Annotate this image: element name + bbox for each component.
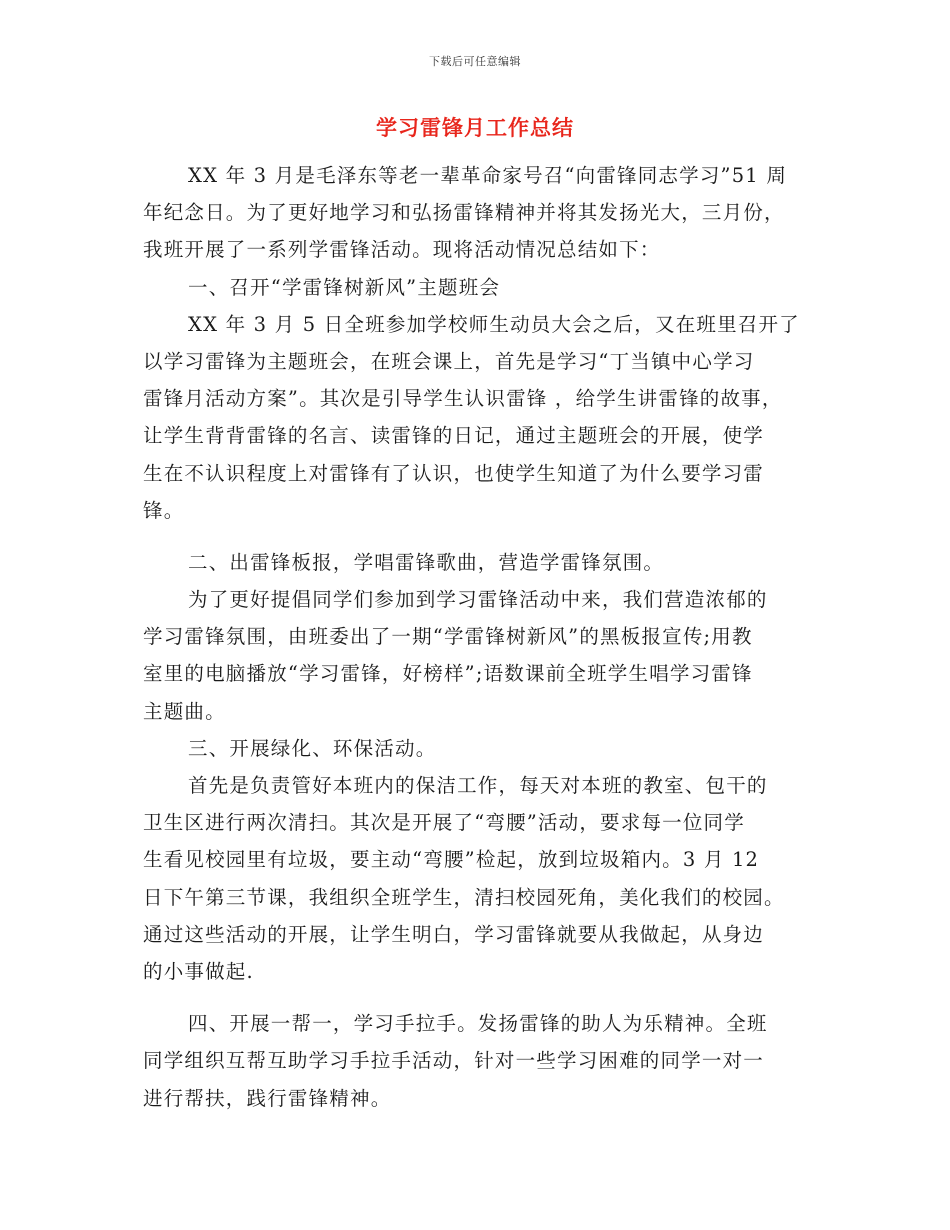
paragraph-3-line-4: 主题曲。 [143,699,226,723]
paragraph-4-line-4: 日下午第三节课，我组织全班学生，清扫校园死角，美化我们的校园。 [143,885,785,909]
paragraph-1-line-1: XX 年 3 月是毛泽东等老一辈革命家号召“向雷锋同志学习”51 周 [188,164,788,187]
paragraph-4-line-6: 的小事做起. [143,959,254,983]
paragraph-5-line-1: 四、开展一帮一，学习手拉手。发扬雷锋的助人为乐精神。全班 [188,1012,768,1036]
paragraph-2-line-1: XX 年 3 月 5 日全班参加学校师生动员大会之后，又在班里召开了 [188,312,800,336]
paragraph-2-line-3: 雷锋月活动方案”。其次是引导学生认识雷锋 ，给学生讲雷锋的故事， [143,387,783,411]
paragraph-4-line-2: 卫生区进行两次清扫。其次是开展了“弯腰”活动，要求每一位同学 [143,811,745,835]
paragraph-4-line-3: 生看见校园里有垃圾，要主动“弯腰”检起，放到垃圾箱内。3 月 12 [143,848,760,872]
paragraph-5-line-3: 进行帮扶，践行雷锋精神。 [143,1086,392,1110]
section-heading-2: 二、出雷锋板报，学唱雷锋歌曲，营造学雷锋氛围。 [188,550,665,574]
paragraph-3-line-1: 为了更好提倡同学们参加到学习雷锋活动中来，我们营造浓郁的 [188,588,768,612]
paragraph-1-line-3: 我班开展了一系列学雷锋活动。现将活动情况总结如下： [143,238,661,262]
document-body [143,157,818,1117]
paragraph-2-line-5: 生在不认识程度上对雷锋有了认识，也使学生知道了为什么要学习雷 [143,461,765,485]
header-note: 下载后可任意编辑 [429,55,521,68]
paragraph-2-line-4: 让学生背背雷锋的名言、读雷锋的日记，通过主题班会的开展，使学 [143,424,765,448]
paragraph-2-line-6: 锋。 [143,498,185,522]
document-title: 学习雷锋月工作总结 [376,116,574,140]
section-heading-3: 三、开展绿化、环保活动。 [188,736,437,760]
paragraph-4-line-1: 首先是负责管好本班内的保洁工作，每天对本班的教室、包干的 [188,774,768,797]
paragraph-1-line-2: 年纪念日。为了更好地学习和弘扬雷锋精神并将其发扬光大，三月份， [143,201,785,225]
paragraph-4-line-5: 通过这些活动的开展，让学生明白，学习雷锋就要从我做起，从身边 [143,922,765,946]
section-heading-1: 一、召开“学雷锋树新风”主题班会 [188,275,501,299]
paragraph-3-line-3: 室里的电脑播放“学习雷锋，好榜样”;语数课前全班学生唱学习雷锋 [143,662,753,686]
paragraph-2-line-2: 以学习雷锋为主题班会，在班会课上，首先是学习“丁当镇中心学习 [143,349,755,373]
paragraph-5-line-2: 同学组织互帮互助学习手拉手活动，针对一些学习困难的同学一对一 [143,1049,765,1073]
paragraph-3-line-2: 学习雷锋氛围，由班委出了一期“学雷锋树新风”的黑板报宣传;用教 [143,625,753,649]
